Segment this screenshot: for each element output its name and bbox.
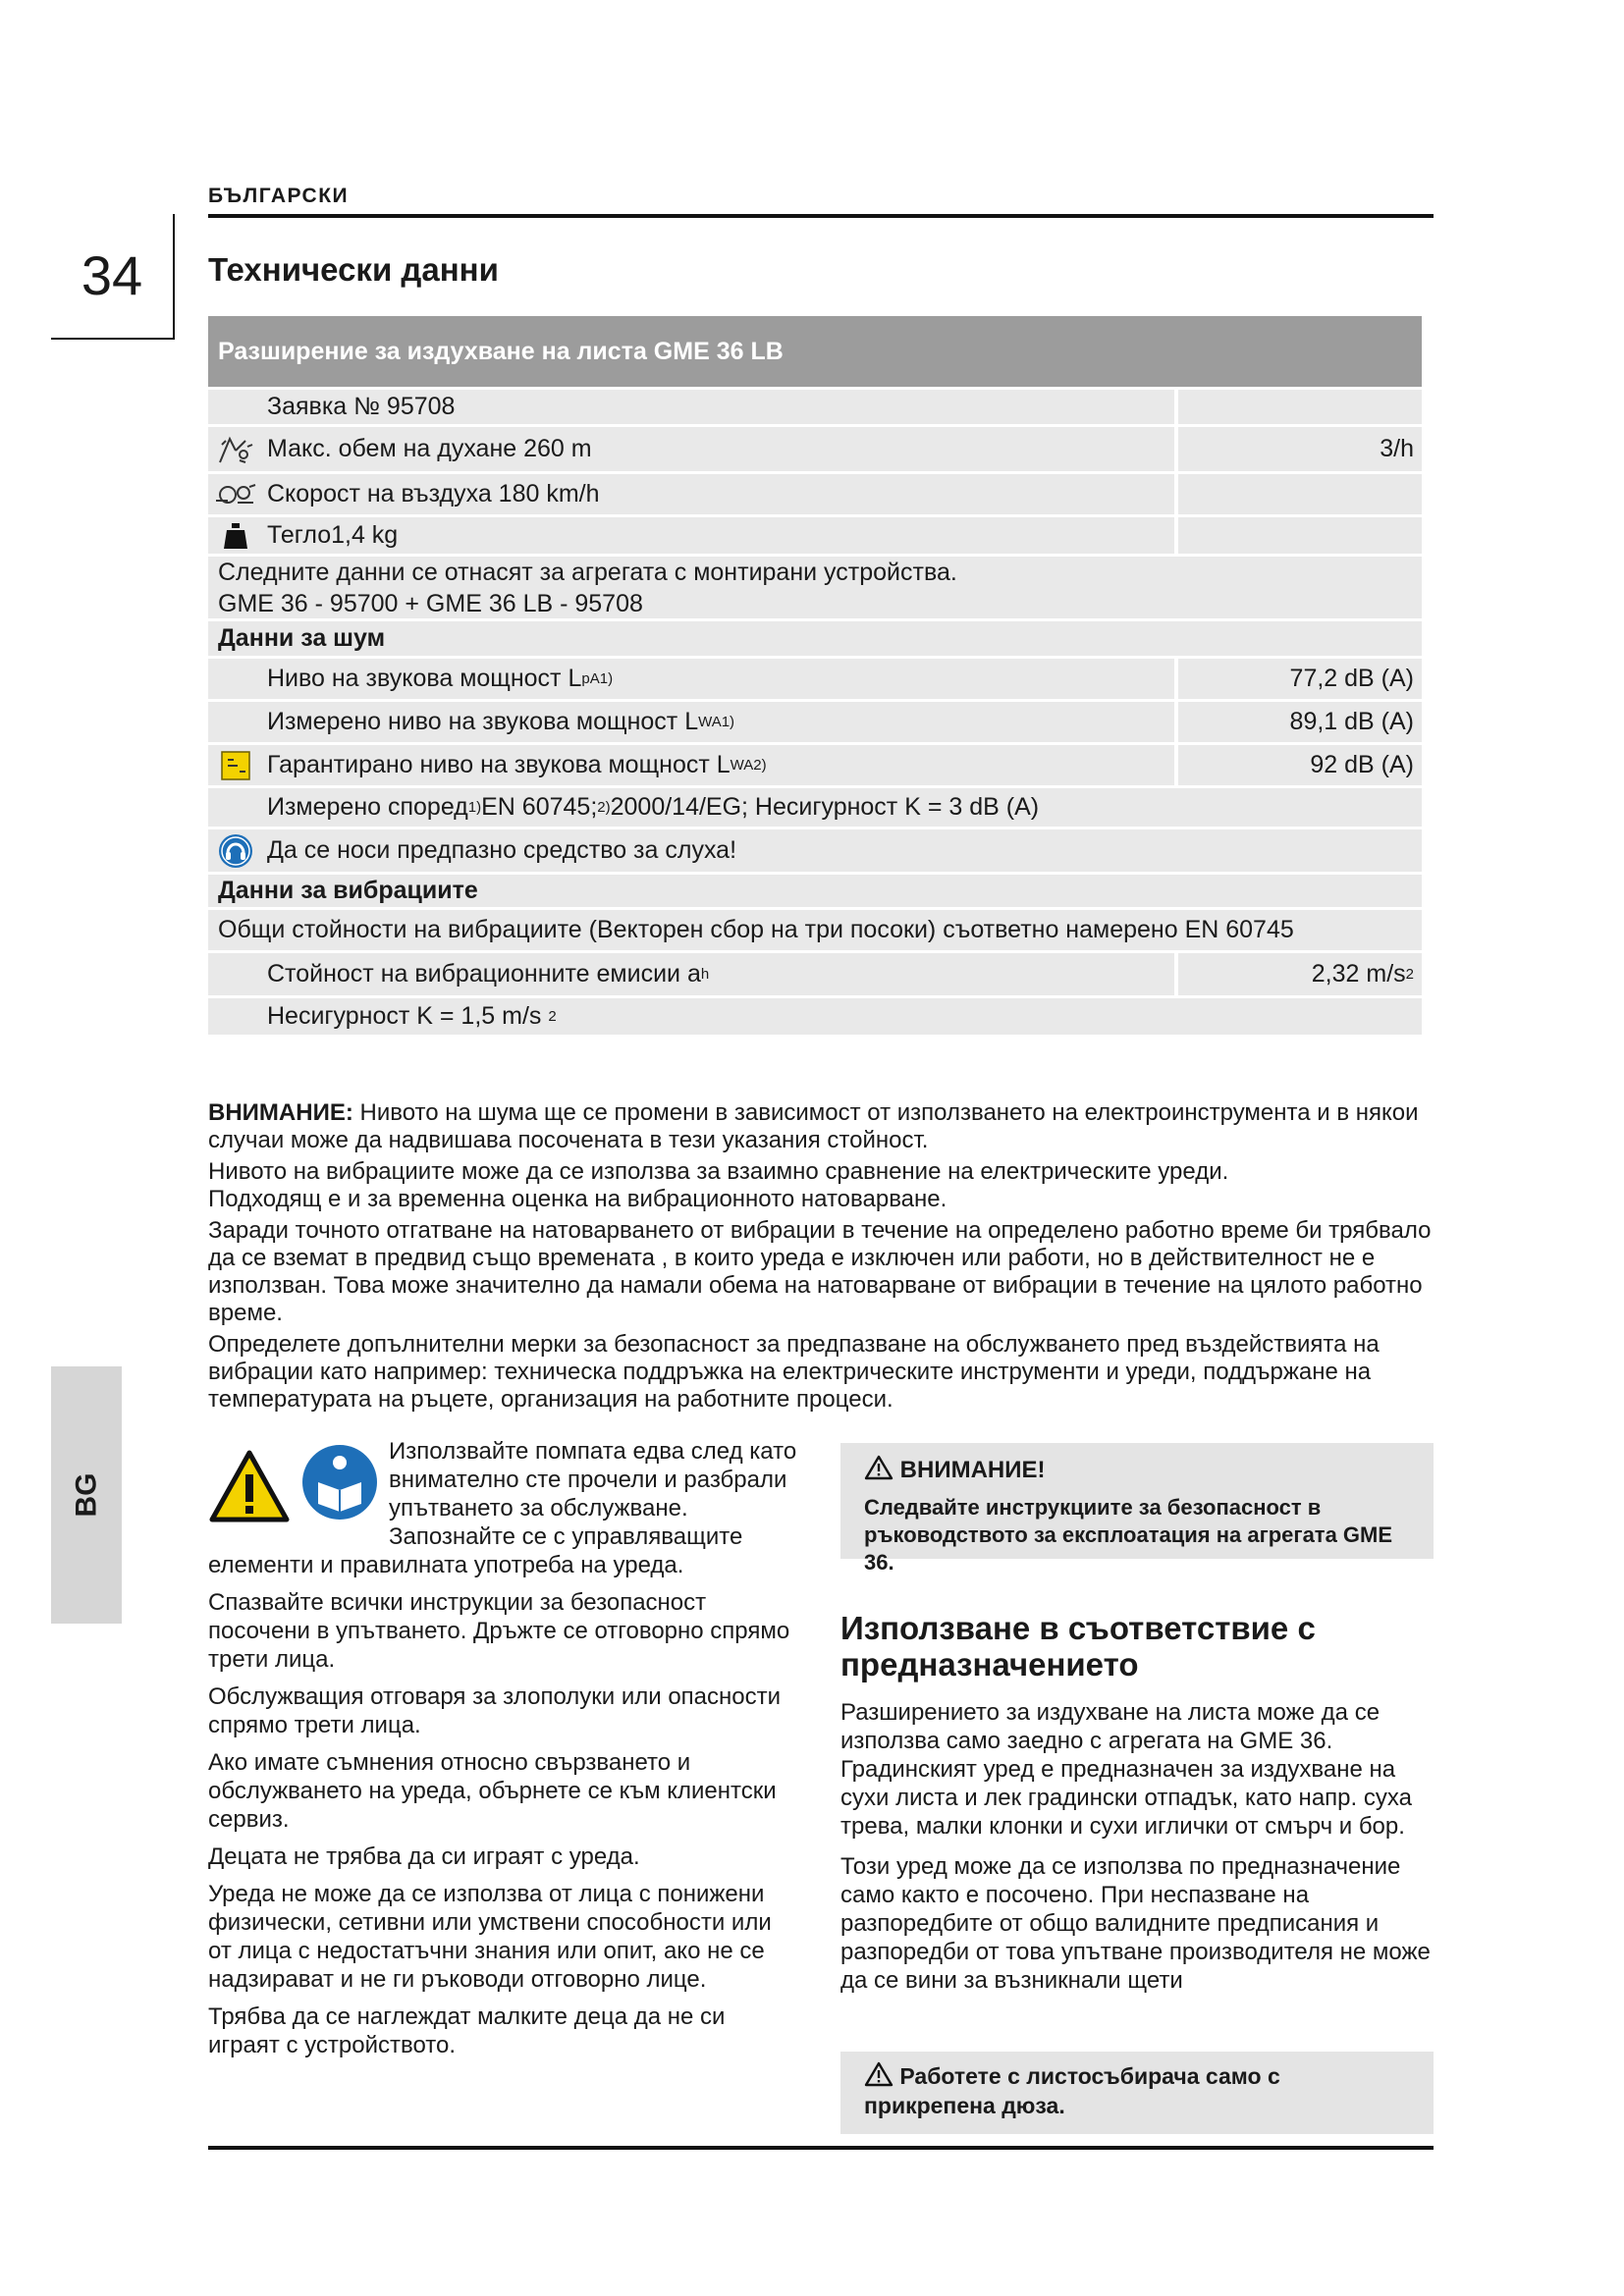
intended-use-text: Разширението за издухване на листа може да се използва само заедно с агрегата на GME 36. Градинският уред е предназначен за издухване на сухи листа и лек градински отпадък, като напр. суха трева, малки клонки и сухи иглички от смърч и бор. Този уред може да се използва по предназначение само както е посочено. При неспазване на разпоредбите от общо валидните предписания и разпоредби от това упътване производителя не може да се вини за възникнали щети [840,1699,1431,1994]
warning-triangle-icon [864,1455,893,1480]
table-row [208,785,1422,827]
warning-text: ВНИМАНИЕ: Нивото на шума ще се промени в зависимост от използването на електроинструмента и в някои случаи може да надвишава посочената в тези указания стойност. Нивото на вибрациите може да се използва за взаимно сравнение на електрическите уреди. Подходящ е и за временна оценка на вибрационното натоварване. Заради точното отгатване на натоварването от вибрации в течение на определено работно време би трябвало да се вземат в предвид също времената , в които уреда е изключен или работи, но в действителност не е използван. Това може значително да намали обема на натоварване от вибрации в течение на цялото работно време. Определете допълнителни мерки за безопасност за предпазване на обслужването пред въздействията на вибрации като например: техническа поддръжка на електрическите инструменти и уреди, поддържане на температурата на ръцете, организация на работните процеси. [208,1099,1432,1413]
safety-instructions: Използвайте помпата едва след като внимателно сте прочели и разбрали упътването за обслужване. Запознайте се с управляващите елементи и правилната употреба на уреда. Спазвайте всички инструкции за безопасност посочени в упътването. Дръжте се отговорно спрямо трети лица. Обслужващия отговаря за злополуки или опасности спрямо трети лица. Ако имате съмнения относно свързването и обслужването на уреда, обърнете се към клиентски сервиз. Децата не трябва да си играят с уреда. Уреда не може да се използва от лица с понижени физически, сетивни или умствени способности или от лица с недостатъчни знания или опит, ако не се надзирават и не ги ръководи отговорно лице. Трябва да се наглеждат малките деца да не си играят с устройството. [208,1438,797,2058]
measured-according: Измерено според 1) EN 60745; 2) 2000/14/EG; Несигурност K = 3 dB (A) [267,793,1040,821]
safety-icons [208,1437,385,1527]
nozzle-notice-box: Работете с листосъбирача само с прикрепена дюза. [840,2052,1434,2134]
air-speed-icon [208,474,263,514]
airflow-unit: 3/h [1174,427,1422,471]
read-manual-icon [300,1443,379,1522]
language-header: БЪЛГАРСКИ [208,185,350,207]
warning-triangle-icon [864,2061,893,2087]
table-row: Тегло1,4 kg [208,514,1422,554]
table-title: Разширение за издухване на листа GME 36 LB [208,316,1422,387]
guaranteed-noise-label-icon [208,745,263,785]
section-title: Технически данни [208,251,499,288]
table-row: Гарантирано ниво на звукова мощност L WA 2) 92 dB (A) [208,742,1422,785]
noise-data-header: Данни за шум [208,618,1422,656]
table-note-row: Следните данни се отнасят за агрегата с монтирани устройства. GME 36 - 95700 + GME 36 LB - 95708 [208,554,1422,618]
page-number: 34 [81,244,143,306]
table-row: Несигурност K = 1,5 m/s 2 [208,995,1422,1035]
table-row: Макс. обем на духане 260 m 3/h [208,424,1422,471]
vibration-data-header: Данни за вибрациите [208,872,1422,907]
table-row: Измерено ниво на звукова мощност L WA 1) 89,1 dB (A) [208,699,1422,742]
blower-volume-icon [208,427,263,471]
table-row: Общи стойности на вибрациите (Векторен сбор на три посоки) съответно намерено EN 60745 [208,907,1422,950]
bottom-rule [208,2146,1434,2150]
side-language-tab-label: BG [70,1472,102,1518]
table-row: Да се носи предпазно средство за слуха! [208,827,1422,872]
technical-data-table [208,316,1422,1035]
attention-box: ВНИМАНИЕ! Следвайте инструкциите за безопасност в ръководството за експлоатация на агрегата GME 36. [840,1443,1434,1559]
empty-icon-cell [208,390,263,424]
table-row: Заявка № 95708 [208,387,1422,424]
warning-triangle-icon [208,1449,291,1523]
table-row: Стойност на вибрационните емисии a h 2,32 m/s 2 [208,950,1422,995]
intended-use-title: Използване в съответствие с предназначението [840,1610,1316,1682]
weight-icon [208,517,263,554]
table-row: Скорост на въздуха 180 km/h [208,471,1422,514]
ear-protection-icon [208,829,263,872]
table-row: Ниво на звукова мощност L pA 1) 77,2 dB (A) [208,656,1422,699]
top-rule [208,214,1434,218]
